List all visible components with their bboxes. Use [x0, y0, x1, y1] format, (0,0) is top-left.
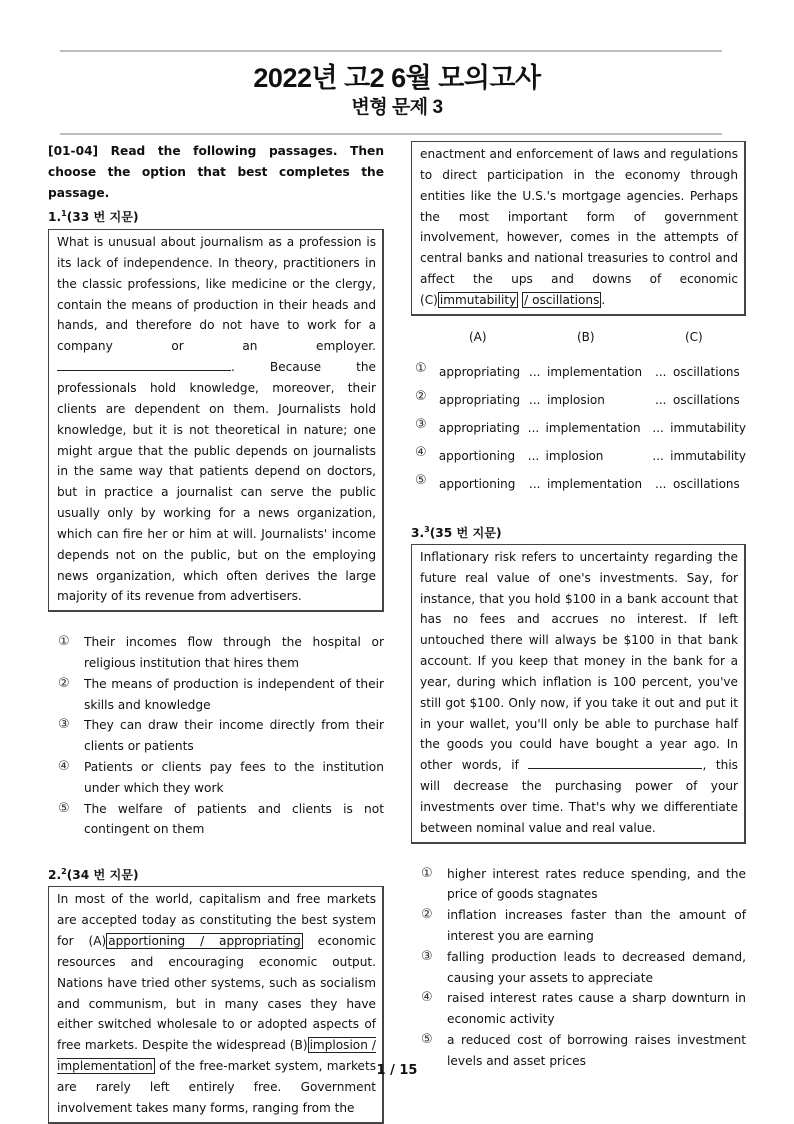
- option-5[interactable]: ⑤ The welfare of patients and clients is not contingent on them: [58, 800, 384, 837]
- question-3-header: 3.$^3$(35 번 지문): [411, 524, 502, 540]
- footnote-mark: 3: [424, 524, 430, 534]
- option-1[interactable]: ① appropriating ... implementation ... oscillations: [415, 361, 740, 379]
- question-1-header: 1.$^1$(33 번 지문): [48, 209, 139, 225]
- left-column: [48, 141, 384, 1124]
- option-2[interactable]: ② The means of production is independent of their skills and knowledge: [58, 675, 384, 712]
- header-rule: [60, 133, 722, 135]
- option-5[interactable]: ⑤ a reduced cost of borrowing raises investment levels and asset prices: [421, 1032, 746, 1068]
- top-rule: [60, 50, 722, 52]
- option-2[interactable]: ② appropriating ... implosion ... oscillations: [415, 389, 740, 407]
- answer-blank: [57, 358, 231, 371]
- question-1-options: [48, 632, 384, 840]
- right-column: [411, 141, 746, 1072]
- page-subtitle: 변형 문제 3: [351, 97, 443, 118]
- choice-column-headers: (A) (B) (C): [469, 329, 703, 344]
- option-3[interactable]: ③ appropriating ... implementation ... immutability: [415, 417, 746, 435]
- choice-box-b: implosion / implementation: [57, 1038, 376, 1074]
- option-1[interactable]: ① higher interest rates reduce spending, and the price of goods stagnates: [421, 865, 746, 902]
- option-4[interactable]: ④ Patients or clients pay fees to the institution under which they work: [58, 759, 384, 795]
- choice-box-a: apportioning / appropriating: [108, 933, 301, 948]
- option-1[interactable]: ① Their incomes flow through the hospital or religious institution that hires them: [58, 634, 384, 671]
- footnote-mark: 1: [61, 209, 67, 218]
- question-2-options: [411, 358, 746, 498]
- question-1-passage: What is unusual about journalism as a profession is its lack of independence. In theory, practitioners in the classic professions, like medicine or the clergy, contain the means of production in their heads and hands, and therefore do not have to work for a company or an employer. . Because the professionals hold knowledge, moreover, their clients are dependent on them. Journalists hold knowledge, but it is not theoretical in nature; one might argue that the public depends on journalists in the same way that patients depend on doctors, but in practice a journalist can serve the public usually only by working for a news organization, which can fire her or him at will. Journalists' income depends not on the public, but on the employing news organization, which often derives the large majority of its revenue from advertisers.: [48, 229, 384, 612]
- question-3-passage: Inflationary risk refers to uncertainty regarding the future real value of one's investments. Say, for instance, that you hold $100 in a bank account that has no fees and accrues no interest. If left untouched there will always be $100 in that bank account. If you keep that money in the bank for a year, during which inflation is 100 percent, you've still got $100. Only now, if you take it out and put it in your wallet, you'll only be able to purchase half the goods you could have bought a year ago. In other words, if , this will decrease the purchasing power of your investments over time. That's why we differentiate between nominal value and real value.: [411, 544, 746, 844]
- option-4[interactable]: ④ raised interest rates cause a sharp downturn in economic activity: [421, 990, 746, 1027]
- option-5[interactable]: ⑤ apportioning ... implementation ... oscillations: [415, 473, 740, 491]
- option-2[interactable]: ② inflation increases faster than the amount of interest you are earning: [421, 907, 746, 944]
- question-2-header: 2.$^2$(34 번 지문): [48, 867, 139, 883]
- choice-box-c1: immutability: [439, 292, 517, 307]
- option-3[interactable]: ③ falling production leads to decreased demand, causing your assets to appreciate: [421, 948, 746, 985]
- question-2-passage-part1: In most of the world, capitalism and free markets are accepted today as constituting the best system for (A) apportioning / appropriating economic resources and encouraging economic output. Nations have tried other systems, such as socialism and communism, but in many cases they have either switched wholesale to or adopted aspects of free markets. Despite the widespread (B) implosion / implementation of the free-market system, markets are rarely left entirely free. Government involvement takes many forms, ranging from the: [48, 886, 384, 1123]
- question-3-options: [411, 864, 746, 1072]
- choice-box-c2: / oscillations: [524, 292, 600, 307]
- footnote-mark: 2: [61, 867, 67, 877]
- answer-blank: [528, 756, 702, 769]
- instructions: [01-04] Read the following passages. Then choose the option that best completes the passage.: [48, 144, 384, 200]
- option-4[interactable]: ④ apportioning ... implosion ... immutability: [415, 445, 746, 463]
- page-number: 1 / 15: [376, 1063, 418, 1078]
- page-title: 2022년 고2 6월 모의고사: [253, 63, 541, 93]
- question-2-passage-part2: enactment and enforcement of laws and regulations to direct participation in the economy through entities like the U.S.'s mortgage agencies. Perhaps the most important form of government involvement, however, comes in the attempts of central banks and national treasuries to control and affect the ups and downs of economic (C) immutability / oscillations .: [411, 141, 746, 316]
- option-3[interactable]: ③ They can draw their income directly from their clients or patients: [58, 717, 384, 754]
